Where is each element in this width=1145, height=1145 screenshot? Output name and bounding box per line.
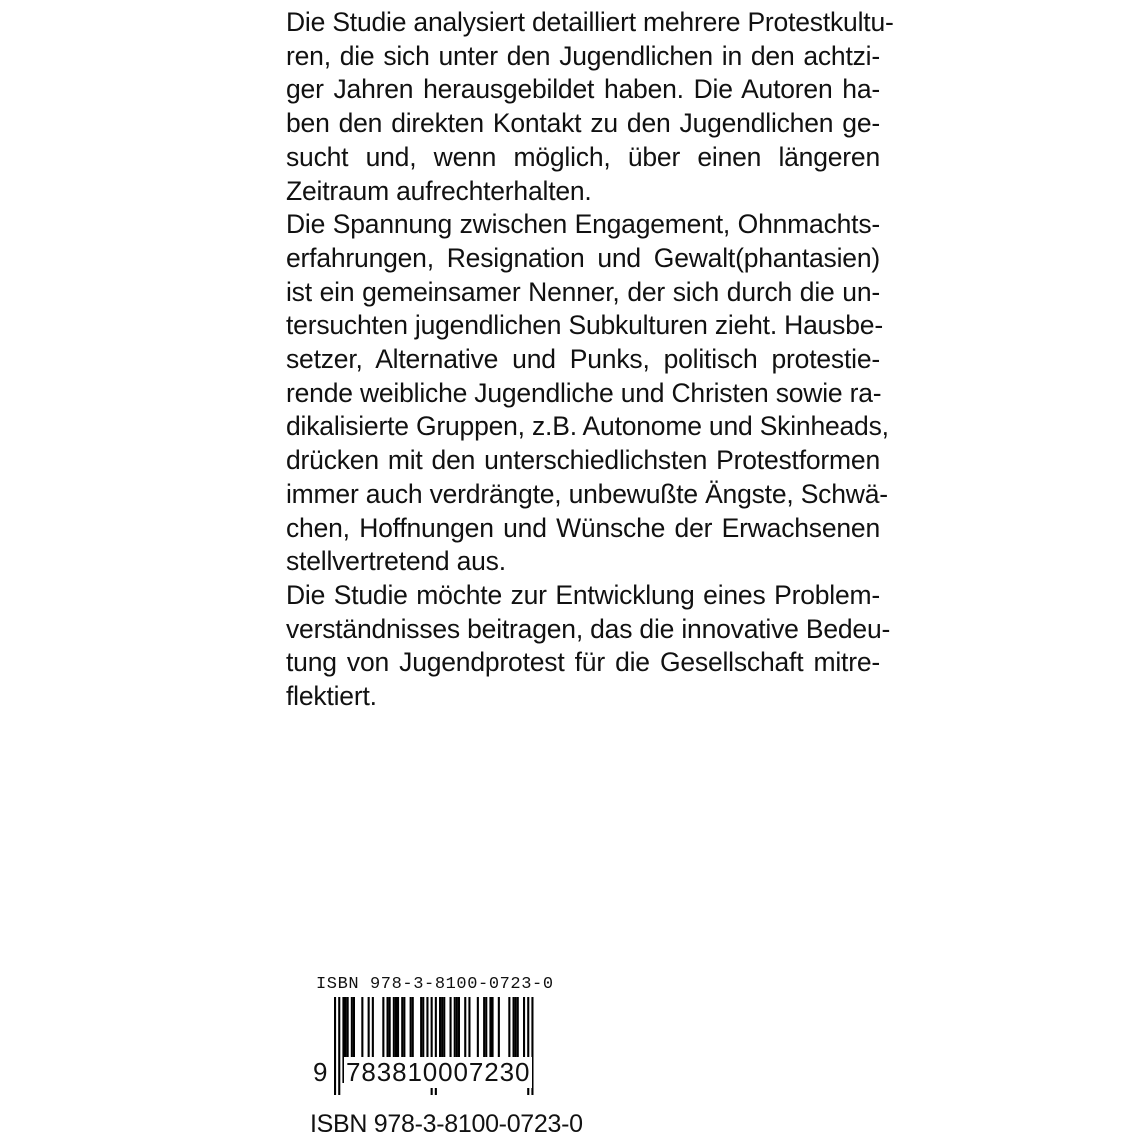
text-line: Die Studie möchte zur Entwicklung eines Problem- xyxy=(286,579,880,610)
text-line: verständnisses beitragen, das die innovative Bedeu- xyxy=(286,613,891,644)
text-line: dikalisierte Gruppen, z.B. Autonome und Skinheads, xyxy=(286,411,889,442)
text-line: erfahrungen, Resignation und Gewalt(phantasien) xyxy=(286,242,880,273)
text-line: ben den direkten Kontakt zu den Jugendlichen ge- xyxy=(286,108,880,139)
isbn-barcode xyxy=(308,975,588,1140)
text-line: rende weibliche Jugendliche und Christen sowie ra- xyxy=(286,377,882,408)
text-line: sucht und, wenn möglich, über einen längeren xyxy=(286,141,880,172)
text-line: Die Studie analysiert detailliert mehrere Protestkultu- xyxy=(286,7,894,37)
barcode-first-digit: 9 xyxy=(313,1057,328,1087)
text-line: tung von Jugendprotest für die Gesellschaft mitre- xyxy=(286,647,880,678)
text-line: chen, Hoffnungen und Wünsche der Erwachsenen xyxy=(286,512,880,543)
text-line: flektiert. xyxy=(286,681,377,712)
barcode-guard-bar xyxy=(334,997,336,1095)
isbn-top-label: ISBN 978-3-8100-0723-0 xyxy=(316,975,554,994)
text-line: setzer, Alternative und Punks, politisch protestie- xyxy=(286,344,880,375)
text-line: drücken mit den unterschiedlichsten Protestformen xyxy=(286,445,880,476)
text-line: ist ein gemeinsamer Nenner, der sich durch die un- xyxy=(286,276,880,307)
text-line: Zeitraum aufrechterhalten. xyxy=(286,175,592,206)
barcode-digits: 783810007230 xyxy=(346,1057,531,1087)
text-line: Die Spannung zwischen Engagement, Ohnmachts- xyxy=(286,209,880,240)
text-line: immer auch verdrängte, unbewußte Ängste, Schwä- xyxy=(286,478,888,509)
text-line: ger Jahren herausgebildet haben. Die Autoren ha- xyxy=(286,74,880,105)
barcode-guard-bar xyxy=(338,997,340,1095)
isbn-bottom-label: ISBN 978-3-8100-0723-0 xyxy=(310,1110,583,1138)
text-line: stellvertretend aus. xyxy=(286,546,506,577)
description-text xyxy=(286,6,894,714)
text-line: tersuchten jugendlichen Subkulturen zieht. Hausbe- xyxy=(286,310,883,341)
text-line: ren, die sich unter den Jugendlichen in den achtzi- xyxy=(286,40,880,71)
